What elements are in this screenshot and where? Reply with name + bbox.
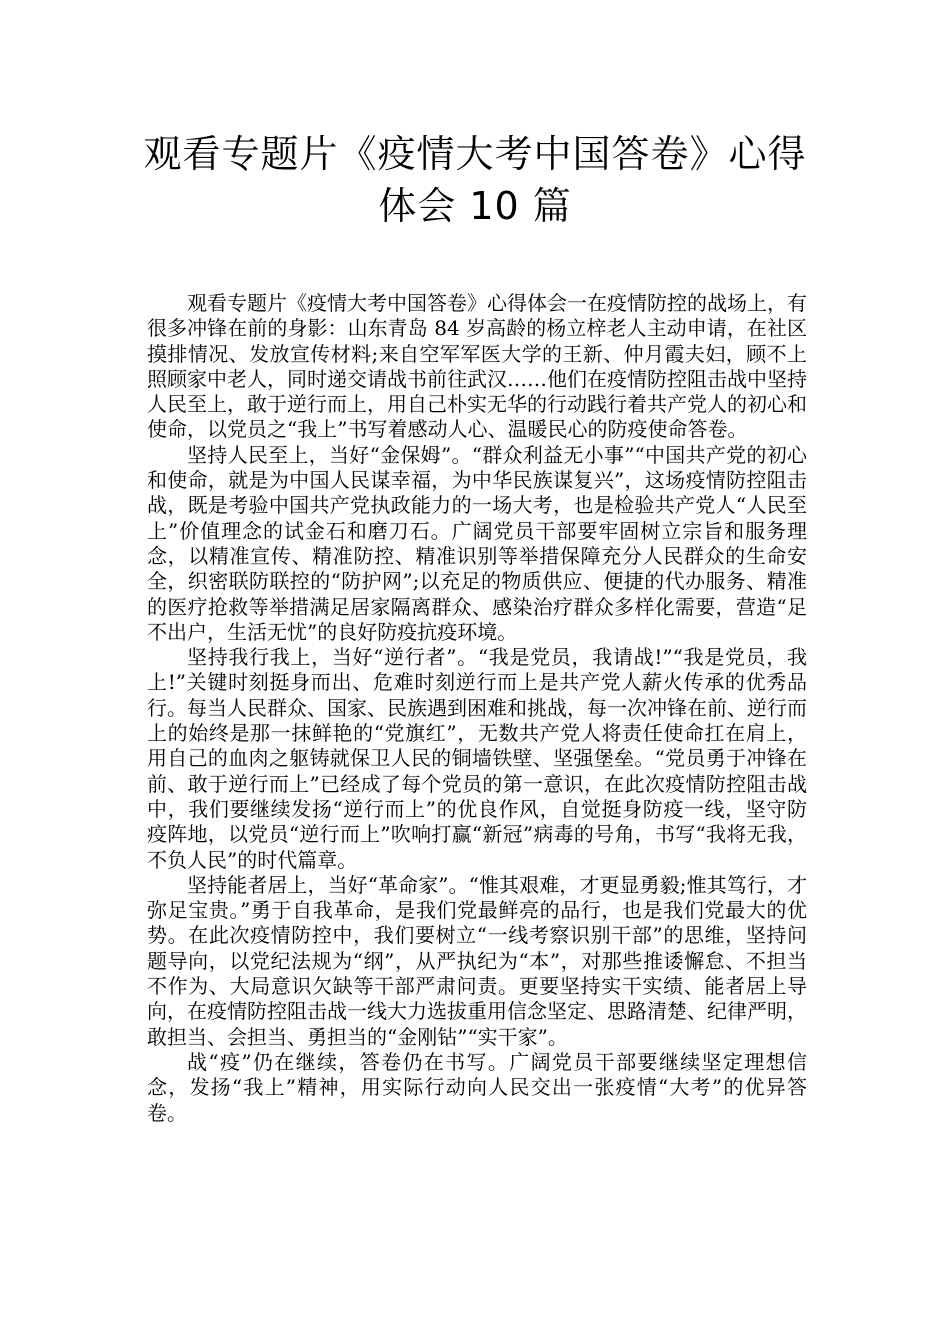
document-body — [147, 291, 807, 1126]
paragraph: 战“疫”仍在继续，答卷仍在书写。广阔党员干部要继续坚定理想信念，发扬“我上”精神，用实际行动向人民交出一张疫情“大考”的优异答卷。 — [147, 1049, 807, 1125]
document-title — [95, 128, 855, 232]
paragraph: 观看专题片《疫情大考中国答卷》心得体会一在疫情防控的战场上，有很多冲锋在前的身影：山东青岛 84 岁高龄的杨立梓老人主动申请，在社区摸排情况、发放宣传材料;来自空军军医大学的王新、仲月霞夫妇，顾不上照顾家中老人，同时递交请战书前往武汉……他们在疫情防控阻击战中坚持人民至上，敢于逆行而上，用自己朴实无华的行动践行着共产党人的初心和使命，以党员之“我上”书写着感动人心、温暖民心的防疫使命答卷。 — [147, 291, 807, 442]
paragraph: 坚持人民至上，当好“金保姆”。“群众利益无小事”“中国共产党的初心和使命，就是为中国人民谋幸福，为中华民族谋复兴”，这场疫情防控阻击战，既是考验中国共产党执政能力的一场大考，也是检验共产党人“人民至上”价值理念的试金石和磨刀石。广阔党员干部要牢固树立宗旨和服务理念，以精准宣传、精准防控、精准识别等举措保障充分人民群众的生命安全，织密联防联控的“防护网”;以充足的物质供应、便捷的代办服务、精准的医疗抢救等举措满足居家隔离群众、感染治疗群众多样化需要，营造“足不出户，生活无忧”的良好防疫抗疫环境。 — [147, 442, 807, 644]
paragraph: 坚持能者居上，当好“革命家”。“惟其艰难，才更显勇毅;惟其笃行，才弥足宝贵。”勇于自我革命，是我们党最鲜亮的品行，也是我们党最大的优势。在此次疫情防控中，我们要树立“一线考察识别干部”的思维，坚持问题导向，以党纪法规为“纲”，从严执纪为“本”，对那些推诿懈怠、不担当不作为、大局意识欠缺等干部严肃问责。更要坚持实干实绩、能者居上导向，在疫情防控阻击战一线大力选拔重用信念坚定、思路清楚、纪律严明，敢担当、会担当、勇担当的“金刚钻”“实干家”。 — [147, 872, 807, 1049]
document-title-line-1: 观看专题片《疫情大考中国答卷》心得 — [143, 132, 807, 176]
document-title-line-2: 体会 10 篇 — [378, 184, 572, 228]
paragraph: 坚持我行我上，当好“逆行者”。“我是党员，我请战!”“我是党员，我上!”关键时刻挺身而出、危难时刻逆行而上是共产党人薪火传承的优秀品行。每当人民群众、国家、民族遇到困难和挑战，每一次冲锋在前、逆行而上的始终是那一抹鲜艳的“党旗红”，无数共产党人将责任使命扛在肩上，用自己的血肉之躯铸就保卫人民的铜墙铁壁、坚强堡垒。“党员勇于冲锋在前、敢于逆行而上”已经成了每个党员的第一意识，在此次疫情防控阻击战中，我们要继续发扬“逆行而上”的优良作风，自觉挺身防疫一线，坚守防疫阵地，以党员“逆行而上”吹响打赢“新冠”病毒的号角，书写“我将无我，不负人民”的时代篇章。 — [147, 645, 807, 872]
